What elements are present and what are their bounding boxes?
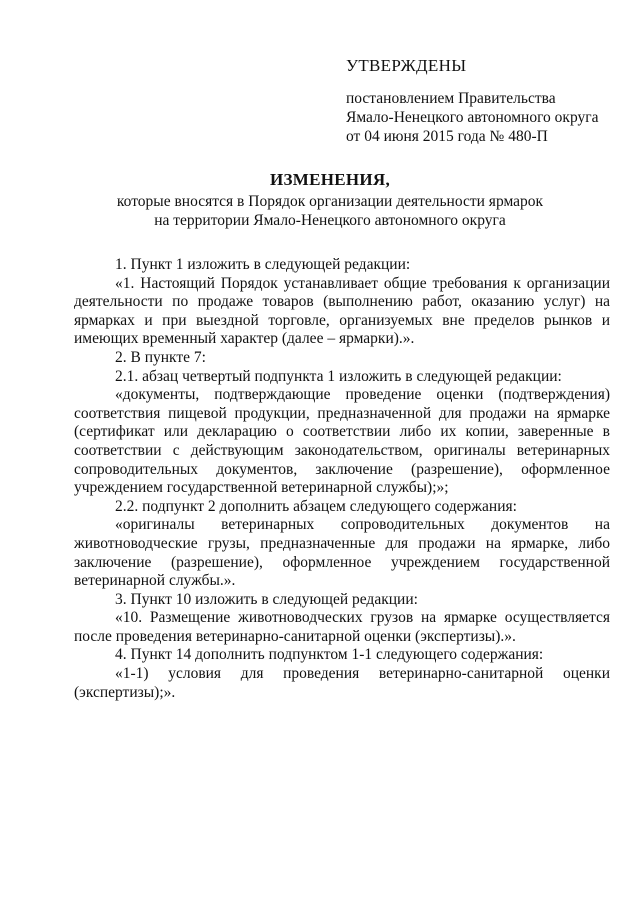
document-subtitle-line-1: которые вносятся в Порядок организации деятельности ярмарок — [116, 193, 544, 210]
paragraph-item-4: 4. Пункт 14 дополнить подпунктом 1-1 следующего содержания: — [115, 646, 544, 664]
approval-line-1: постановлением Правительства — [346, 90, 556, 107]
paragraph-item-3: 3. Пункт 10 изложить в следующей редакции: — [115, 590, 418, 608]
approval-line-2: Ямало-Ненецкого автономного округа — [346, 109, 599, 126]
paragraph-item-2: 2. В пункте 7: — [115, 348, 206, 366]
paragraph-item-4-text: «1-1) условия для проведения ветеринарно-санитарной оценки (экспертизы);». — [74, 665, 610, 701]
approval-stamp-block — [346, 56, 626, 146]
approval-heading: УТВЕРЖДЕНЫ — [346, 56, 467, 75]
document-body — [74, 256, 610, 702]
approval-line-3: от 04 июня 2015 года № 480-П — [346, 128, 548, 145]
document-title: ИЗМЕНЕНИЯ, — [269, 170, 391, 189]
paragraph-item-2-1: 2.1. абзац четвертый подпункта 1 изложить в следующей редакции: — [115, 367, 562, 385]
paragraph-item-2-2-text: «оригиналы ветеринарных сопроводительных документов на животноводческие грузы, предназначенные для продажи на ярмарке, либо заключение (разрешение), оформленное учреждением государственной ветеринарной службы.». — [74, 516, 610, 590]
document-heading — [60, 170, 600, 230]
document-subtitle-line-2: на территории Ямало-Ненецкого автономного округа — [154, 212, 506, 229]
paragraph-item-1-text: «1. Настоящий Порядок устанавливает общие требования к организации деятельности по продаже товаров (выполнению работ, оказанию услуг) на ярмарках и при выездной торговле, организуемых вне пределов рынков и имеющих временный характер (далее – ярмарки).». — [74, 274, 610, 348]
paragraph-item-1: 1. Пункт 1 изложить в следующей редакции: — [115, 256, 411, 273]
paragraph-item-2-2: 2.2. подпункт 2 дополнить абзацем следующего содержания: — [115, 497, 517, 515]
paragraph-item-3-text: «10. Размещение животноводческих грузов на ярмарке осуществляется после проведения ветеринарно-санитарной оценки (экспертизы).». — [74, 609, 610, 645]
paragraph-item-2-1-text: «документы, подтверждающие проведение оценки (подтверждения) соответствия пищевой продукции, предназначенной для продажи на ярмарке (сертификат или декларацию о соответствии либо их копии, заверенные в соответствии с действующим законодательством, оригиналы ветеринарных сопроводительных документов, заключение (разрешение), оформленное учреждением государственной ветеринарной службы);»; — [74, 386, 610, 497]
